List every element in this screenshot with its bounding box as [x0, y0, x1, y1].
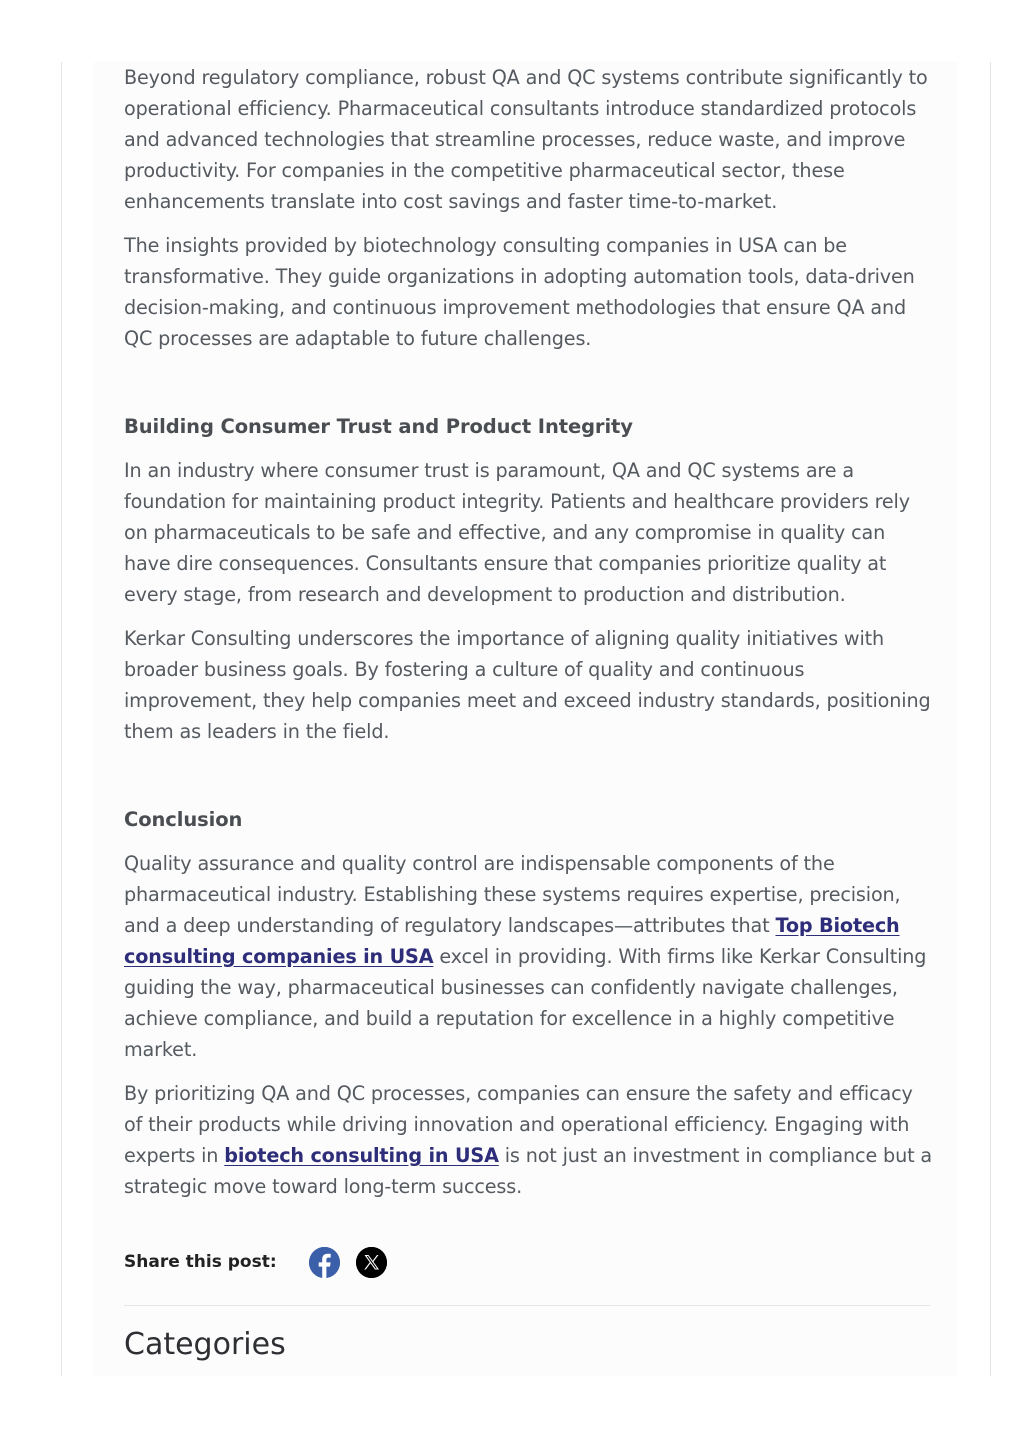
- conclusion-1-text-start: Quality assurance and quality control are indispensable components of the pharmaceutical industry. Establishing these systems requires expertise, precision, and a deep understanding of regulatory landscapes—attributes that: [124, 852, 901, 937]
- conclusion-2-text-start: By prioritizing QA and QC processes, companies can ensure the safety and efficacy of their products while driving innovation and operational efficiency. Engaging with experts in: [124, 1082, 913, 1167]
- facebook-glyph: [309, 1247, 340, 1278]
- conclusion-2-text-end: is not just an investment in compliance but a strategic move toward long-term success.: [124, 1144, 933, 1198]
- paragraph-conclusion-1: [124, 848, 932, 1065]
- biotech-consulting-link[interactable]: biotech consulting in USA: [224, 1144, 499, 1167]
- paragraph-consumer-trust: In an industry where consumer trust is paramount, QA and QC systems are a foundation for maintaining product integrity. Patients and healthcare providers rely on pharmaceuticals to be safe and effective, and any compromise in quality can have dire consequences. Consultants ensure that companies prioritize quality at every stage, from research and development to production and distribution.: [124, 459, 910, 606]
- share-row: [124, 1245, 932, 1279]
- facebook-icon[interactable]: [309, 1247, 340, 1278]
- x-icon[interactable]: [356, 1247, 387, 1278]
- conclusion-1-text-end: excel in providing. With firms like Kerkar Consulting guiding the way, pharmaceutical businesses can confidently navigate challenges, achieve compliance, and build a reputation for excellence in a highly competitive market.: [124, 945, 927, 1061]
- paragraph-kerkar-quality: Kerkar Consulting underscores the importance of aligning quality initiatives with broader business goals. By fostering a culture of quality and continuous improvement, they help companies meet and exceed industry standards, positioning them as leaders in the field.: [124, 627, 931, 743]
- x-glyph: [356, 1247, 387, 1278]
- heading-conclusion: Conclusion: [124, 808, 243, 831]
- paragraph-conclusion-2: [124, 1078, 932, 1202]
- share-label: Share this post:: [124, 1252, 277, 1272]
- heading-consumer-trust: Building Consumer Trust and Product Integrity: [124, 415, 633, 438]
- paragraph-operational-efficiency: Beyond regulatory compliance, robust QA and QC systems contribute significantly to operational efficiency. Pharmaceutical consultants introduce standardized protocols and advanced technologies that streamline processes, reduce waste, and improve productivity. For companies in the competitive pharmaceutical sector, these enhancements translate into cost savings and faster time-to-market.: [124, 66, 928, 213]
- paragraph-biotech-insights: The insights provided by biotechnology consulting companies in USA can be transformative. They guide organizations in adopting automation tools, data-driven decision-making, and continuous improvement methodologies that ensure QA and QC processes are adaptable to future challenges.: [124, 234, 915, 350]
- top-biotech-consulting-link[interactable]: Top Biotech consulting companies in USA: [124, 914, 900, 968]
- categories-title: Categories: [124, 1327, 286, 1362]
- article-content: [124, 62, 932, 1365]
